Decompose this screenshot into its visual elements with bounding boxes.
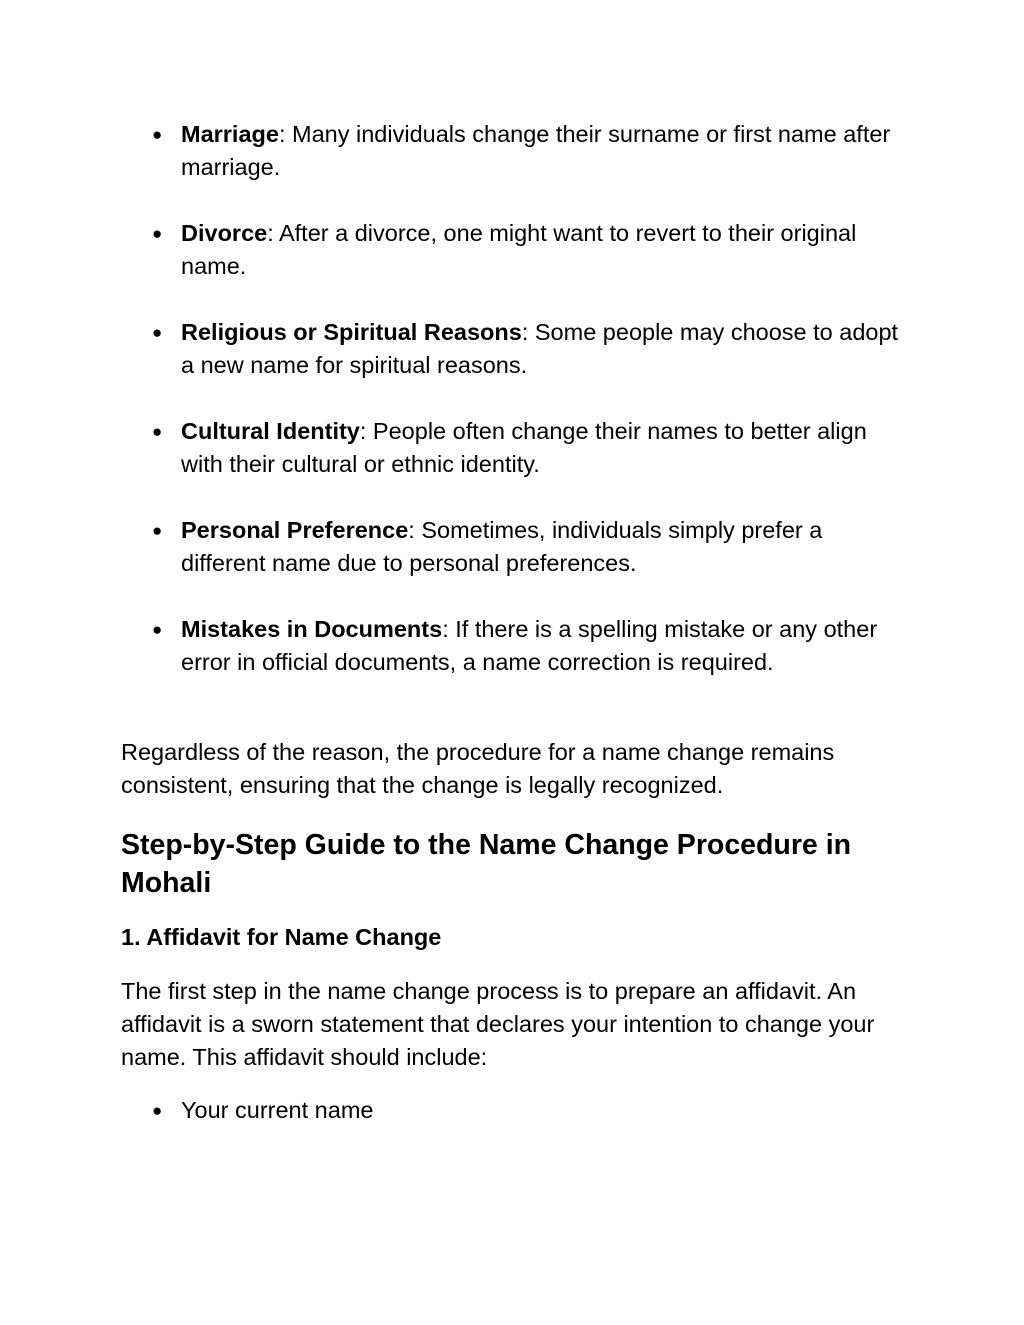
list-item-term: Cultural Identity (181, 418, 360, 444)
list-item (0, 613, 911, 679)
bullet-icon: ● (152, 224, 163, 243)
list-item-text: : Some people may choose to adopt a new name for spiritual reasons. (181, 319, 899, 378)
list-item (0, 118, 911, 184)
bullet-icon: ● (152, 620, 163, 639)
list-item-term: Divorce (181, 220, 268, 246)
step-paragraph: The first step in the name change process is to prepare an affidavit. An affidavit is a sworn statement that declares your intention to change your name. This affidavit should include: (121, 978, 875, 1070)
list-item (0, 415, 911, 481)
list-item (0, 217, 911, 283)
list-item-term: Marriage (181, 121, 279, 147)
affidavit-items-list (0, 1094, 1024, 1160)
list-item-text: : If there is a spelling mistake or any other error in official documents, a name correction is required. (181, 616, 878, 675)
summary-paragraph: Regardless of the reason, the procedure for a name change remains consistent, ensuring that the change is legally recognized. (121, 739, 835, 798)
section-heading: Step-by-Step Guide to the Name Change Procedure in Mohali (121, 829, 852, 899)
bullet-icon: ● (152, 323, 163, 342)
bullet-icon: ● (152, 422, 163, 441)
list-item-text: : After a divorce, one might want to revert to their original name. (181, 220, 857, 279)
list-item (0, 316, 911, 382)
reasons-list (0, 118, 1024, 712)
list-item-text: : Sometimes, individuals simply prefer a different name due to personal preferences. (181, 517, 823, 576)
bullet-icon: ● (152, 125, 163, 144)
bullet-icon: ● (152, 521, 163, 540)
step-heading: 1. Affidavit for Name Change (121, 924, 442, 950)
list-item-text: : People often change their names to better align with their cultural or ethnic identity. (181, 418, 867, 477)
list-item-term: Religious or Spiritual Reasons (181, 319, 522, 345)
list-item-term: Mistakes in Documents (181, 616, 443, 642)
bullet-icon: ● (152, 1101, 163, 1120)
list-item-term: Personal Preference (181, 517, 409, 543)
list-item (0, 514, 911, 580)
list-item-text: Your current name (181, 1097, 374, 1123)
list-item-text: : Many individuals change their surname or first name after marriage. (181, 121, 891, 180)
list-item (0, 1094, 911, 1127)
